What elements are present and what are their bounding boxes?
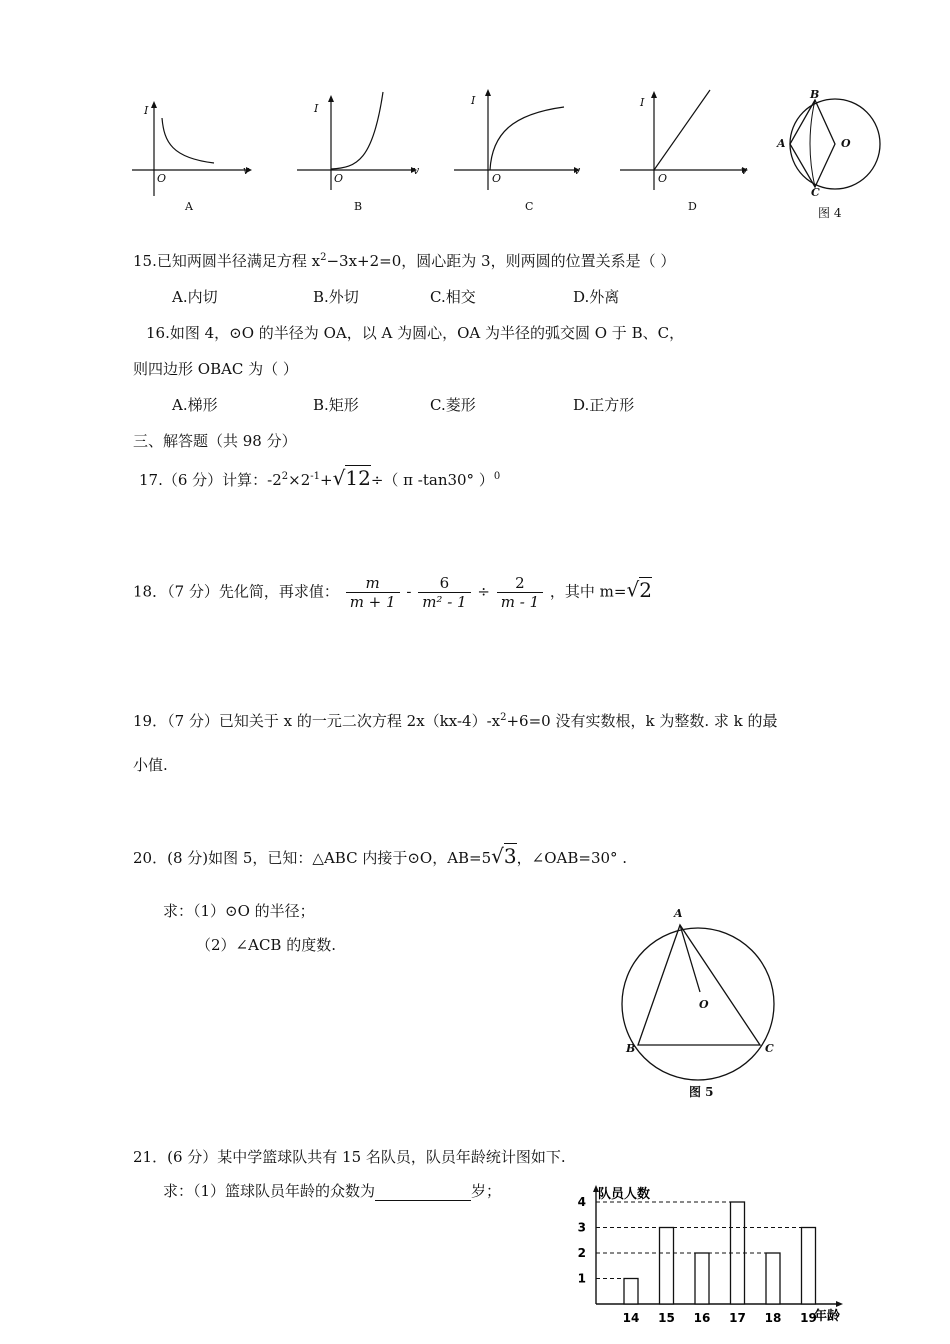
chart-x-tick-label: 17 bbox=[729, 1311, 746, 1325]
q18-stem: 18．（7 分）先化简，再求值： $\frac{m}{m + 1}$ - $\frac{6}{\text{m² - 1}}$ ÷ $\frac{2}{m - 1}$ ，其中 m=√2 bbox=[133, 574, 652, 611]
q16-stem-line2: 则四边形 OBAC 为（ ） bbox=[133, 360, 298, 378]
chart-y-tick-label: 3 bbox=[577, 1220, 586, 1235]
chart-x-arrow bbox=[836, 1301, 843, 1307]
figure4-caption: 图 4 bbox=[818, 206, 842, 220]
q16-option-c: C.菱形 bbox=[430, 396, 476, 414]
chart-bar bbox=[766, 1253, 780, 1304]
q16-stem-line1: 16.如图 4，⊙O 的半径为 OA，以 A 为圆心，OA 为半径的弧交圆 O 于 B、C， bbox=[146, 324, 685, 342]
q16-option-d: D.正方形 bbox=[573, 396, 635, 414]
q16-option-b: B.矩形 bbox=[313, 396, 359, 414]
graph-a-caption: A bbox=[185, 200, 193, 213]
figure5-label-a: A bbox=[674, 907, 683, 920]
graph-b-origin: O bbox=[334, 172, 344, 185]
graph-a bbox=[128, 100, 258, 215]
q18-fraction-2: $\frac{6}{\text{m² - 1}}$ bbox=[418, 574, 470, 611]
figure5-label-b: B bbox=[626, 1042, 636, 1055]
chart-y-tick-label: 1 bbox=[577, 1271, 586, 1286]
graph-d-x-label: v bbox=[741, 164, 748, 177]
q20-stem: 20．(8 分)如图 5，已知：△ABC 内接于⊙O，AB=5√3，∠OAB=30° . bbox=[133, 844, 628, 868]
q19-stem-line1: 19．（7 分）已知关于 x 的一元二次方程 $2x(kx-4)-x^2+6=0$ 没有实数根，k 为整数. 求 k 的最 bbox=[133, 712, 778, 730]
q15-option-a: A.内切 bbox=[172, 288, 218, 306]
graph-d-y-label: I bbox=[640, 96, 645, 109]
chart-x-label: 年龄 bbox=[814, 1309, 841, 1324]
q21-ask-1: 求：（1）篮球队员年龄的众数为 岁； bbox=[163, 1182, 502, 1200]
chart-x-tick-label: 16 bbox=[693, 1311, 711, 1325]
q15-stem: 15.已知两圆半径满足方程 $x^2-3x+2=0$，圆心距为 3，则两圆的位置关系是（ ） bbox=[133, 252, 676, 270]
graph-a-y-label: I bbox=[144, 104, 149, 117]
chart-x-tick-label: 14 bbox=[622, 1311, 640, 1325]
q21-answer-blank[interactable] bbox=[375, 1186, 471, 1201]
figure4-label-o: O bbox=[841, 137, 851, 150]
chart-y-label: 队员人数 bbox=[598, 1187, 651, 1202]
figure5-label-o: O bbox=[699, 998, 709, 1011]
figure4-label-a: A bbox=[777, 137, 786, 150]
graph-c-caption: C bbox=[525, 200, 534, 213]
graph-d bbox=[618, 86, 753, 201]
graph-d-origin: O bbox=[658, 172, 668, 185]
q15-option-b: B.外切 bbox=[313, 288, 359, 306]
q20-ask-2: （2）∠ACB 的度数. bbox=[196, 936, 336, 954]
q15-option-c: C.相交 bbox=[430, 288, 476, 306]
section-3-heading: 三、解答题（共 98 分） bbox=[133, 432, 297, 450]
graph-b-caption: B bbox=[354, 200, 363, 213]
graph-b-y-label: I bbox=[314, 102, 319, 115]
q21-stem: 21．(6 分）某中学篮球队共有 15 名队员，队员年龄统计图如下. bbox=[133, 1148, 566, 1166]
chart-bar bbox=[660, 1228, 674, 1305]
graph-c-y-label: I bbox=[471, 94, 476, 107]
figure4-label-c: C bbox=[811, 186, 820, 199]
chart-bar bbox=[695, 1253, 709, 1304]
chart-x-tick-label: 15 bbox=[658, 1311, 675, 1325]
q19-stem-line2: 小值. bbox=[133, 756, 168, 774]
age-bar-chart bbox=[560, 1182, 880, 1344]
graph-a-x-label: v bbox=[243, 164, 250, 177]
figure4-diagram bbox=[780, 92, 890, 202]
q18-fraction-3: $\frac{2}{m - 1}$ bbox=[497, 574, 543, 611]
q18-fraction-1: $\frac{m}{m + 1}$ bbox=[346, 574, 400, 611]
graph-c-x-label: v bbox=[574, 164, 581, 177]
graph-b-x-label: v bbox=[413, 164, 420, 177]
chart-y-tick-label: 4 bbox=[577, 1195, 586, 1209]
chart-x-tick-label: 19 bbox=[800, 1311, 817, 1325]
q15-option-d: D.外离 bbox=[573, 288, 620, 306]
graph-a-origin: O bbox=[157, 172, 167, 185]
graph-d-caption: D bbox=[688, 200, 697, 213]
graph-c-origin: O bbox=[492, 172, 502, 185]
figure5-caption: 图 5 bbox=[689, 1085, 714, 1099]
q20-ask-1: 求：（1）⊙O 的半径； bbox=[163, 902, 315, 920]
chart-y-tick-label: 2 bbox=[577, 1246, 586, 1260]
chart-x-tick-label: 18 bbox=[764, 1311, 782, 1325]
chart-bar bbox=[624, 1279, 638, 1305]
figure4-label-b: B bbox=[810, 88, 820, 101]
figure5-label-c: C bbox=[765, 1042, 774, 1055]
chart-bar bbox=[802, 1228, 816, 1305]
q16-option-a: A.梯形 bbox=[172, 396, 218, 414]
q17-stem: 17.（6 分）计算：$-2^2\times 2^{-1}+√12\div$（ π -tan30° ）$^0$ bbox=[139, 466, 501, 490]
